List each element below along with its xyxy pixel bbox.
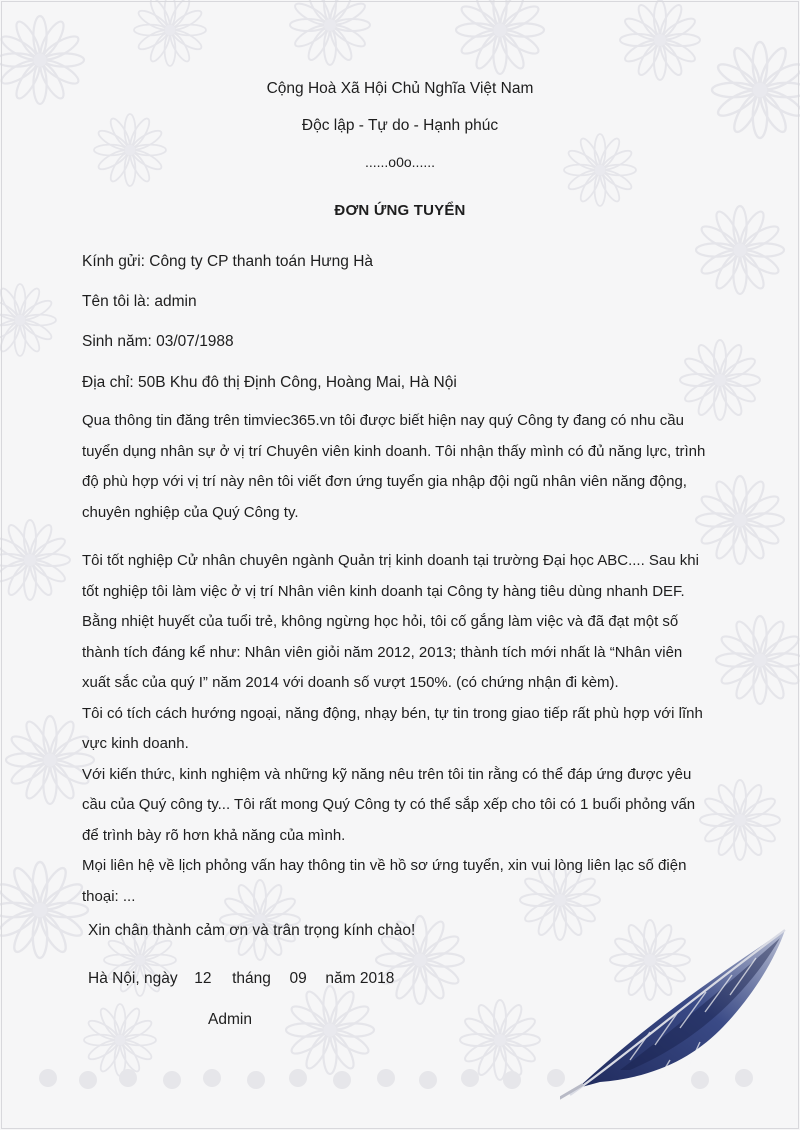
paragraph-line: Tôi tốt nghiệp Cử nhân chuyên ngành Quản trị kinh doanh tại trường Đại học ABC.... Sau khi xyxy=(82,552,699,569)
country-heading: Cộng Hoà Xã Hội Chủ Nghĩa Việt Nam xyxy=(266,80,534,97)
paragraph-line: chuyên nghiệp của Quý Công ty. xyxy=(82,503,299,521)
paragraph-line: Bằng nhiệt huyết của tuổi trẻ, không ngừng học hỏi, tôi cố gắng làm việc và đã đạt một số xyxy=(82,613,679,630)
paragraph-intro xyxy=(82,406,742,528)
date-year: 2018 xyxy=(359,970,395,987)
paragraph-line: tốt nghiệp tôi làm việc ở vị trí Nhân viên kinh doanh tại Công ty hàng tiêu dùng nhanh DEF. xyxy=(82,582,685,600)
paragraph-line: Tôi có tích cách hướng ngoại, năng động, nhạy bén, tự tin trong giao tiếp rất phù hợp với lĩnh xyxy=(82,704,703,722)
motto-heading: Độc lập - Tự do - Hạnh phúc xyxy=(301,117,499,134)
paragraph-line: để trình bày rõ hơn khả năng của mình. xyxy=(82,826,346,844)
quill-feather-icon xyxy=(560,920,800,1100)
paragraph-line: Với kiến thức, kinh nghiệm và những kỹ năng nêu trên tôi tin rằng có thể đáp ứng được yêu xyxy=(82,765,692,783)
name-line: Tên tôi là: admin xyxy=(82,293,197,310)
paragraph-line: Mọi liên hệ về lịch phỏng vấn hay thông tin về hồ sơ ứng tuyển, xin vui lòng liên lạc số điện xyxy=(82,857,687,874)
paragraph-experience xyxy=(82,546,742,912)
paragraph-line: thành tích đáng kể như: Nhân viên giỏi năm 2012, 2013; thành tích mới nhất là “Nhân viên xyxy=(82,643,683,661)
paragraph-line: cầu của Quý công ty... Tôi rất mong Quý Công ty có thể sắp xếp cho tôi có 1 buổi phỏng vấn xyxy=(82,796,696,813)
paragraph-line: Qua thông tin đăng trên timviec365.vn tôi được biết hiện nay quý Công ty đang có nhu cầu xyxy=(82,412,684,429)
paragraph-line: độ phù hợp với vị trí này nên tôi viết đơn ứng tuyển gia nhập đội ngũ nhân viên năng động, xyxy=(82,473,687,490)
paragraph-line: xuất sắc của quý I” năm 2014 với doanh số vượt 150%. (có chứng nhận đi kèm). xyxy=(82,674,619,691)
separator: ......o0o...... xyxy=(364,154,436,170)
paragraph-line: vực kinh doanh. xyxy=(82,735,189,752)
date-day: 12 xyxy=(194,970,212,987)
signer-name: Admin xyxy=(208,1011,252,1028)
date-line xyxy=(88,970,394,988)
document-title: ĐƠN ỨNG TUYỂN xyxy=(334,202,466,219)
paragraph-line: thoại: ... xyxy=(82,887,136,905)
closing-thanks: Xin chân thành cảm ơn và trân trọng kính chào! xyxy=(88,922,416,939)
birth-line: Sinh năm: 03/07/1988 xyxy=(82,333,234,350)
recipient-line: Kính gửi: Công ty CP thanh toán Hưng Hà xyxy=(82,253,374,270)
date-month: 09 xyxy=(289,970,307,987)
address-line: Địa chỉ: 50B Khu đô thị Định Công, Hoàng Mai, Hà Nội xyxy=(82,374,457,391)
date-month-label: tháng xyxy=(232,970,271,987)
date-year-label: năm xyxy=(325,970,356,987)
date-prefix: Hà Nội, ngày xyxy=(88,970,178,987)
paragraph-line: tuyển dụng nhân sự ở vị trí Chuyên viên kinh doanh. Tôi nhận thấy mình có đủ năng lực, trình xyxy=(82,442,706,460)
